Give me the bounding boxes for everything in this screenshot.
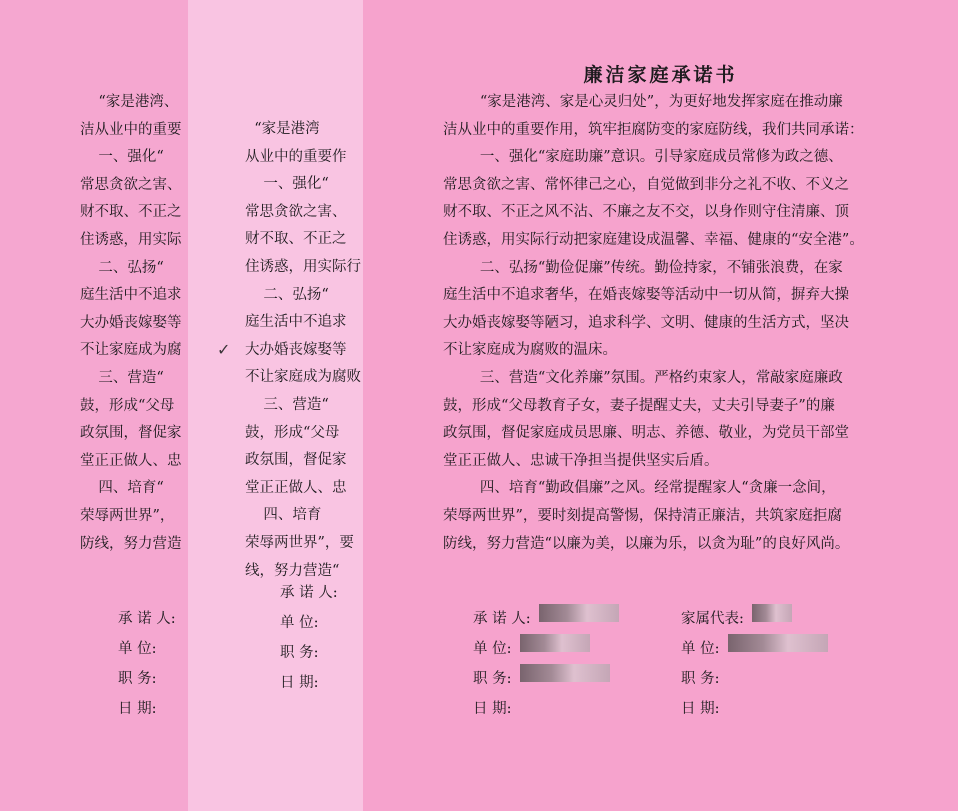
front-right-date-row xyxy=(681,694,828,724)
front-promisor-row xyxy=(473,604,619,634)
body-line: 政氛围，督促家 xyxy=(80,425,182,442)
body-line: 财不取、不正之 xyxy=(80,204,182,221)
body-line: 从业中的重要作 xyxy=(245,148,347,165)
front-right-position-row xyxy=(681,664,828,694)
body-line: 二、弘扬“ xyxy=(245,286,329,303)
body-line: 防线，努力营造 xyxy=(80,535,182,552)
front-date-row xyxy=(473,694,619,724)
body-line: 财不取、不正之风不沾、不廉之友不交，以身作则守住清廉、顶 xyxy=(443,204,849,221)
body-line: 财不取、不正之 xyxy=(245,231,347,248)
promisor-label: 承 诺 人: xyxy=(280,585,338,601)
body-line: 住诱惑，用实际行 xyxy=(245,259,361,275)
body-line: 鼓，形成“父母教育子女，妻子提醒丈夫，丈夫引导妻子”的廉 xyxy=(443,397,835,414)
body-line: 堂正正做人、忠诚干净担当提供坚实后盾。 xyxy=(443,452,719,469)
family-representative-label: 家属代表: xyxy=(681,611,744,627)
redacted-name xyxy=(539,604,619,622)
body-line: 荣辱两世界”， xyxy=(80,508,175,524)
body-line: 常思贪欲之害、 xyxy=(80,176,182,193)
position-label: 职 务: xyxy=(473,671,512,687)
redacted-unit xyxy=(520,634,590,652)
middle-sheet xyxy=(188,0,388,811)
body-line: 不让家庭成为腐 xyxy=(80,342,182,359)
middle-date-row xyxy=(280,668,338,698)
body-line: 大办婚丧嫁娶等 xyxy=(245,341,347,358)
body-line: 线，努力营造“ xyxy=(245,562,340,579)
back-sign-block xyxy=(118,604,176,724)
middle-unit-row xyxy=(280,608,338,638)
body-line: 三、营造“ xyxy=(245,397,329,413)
body-line: 常思贪欲之害、 xyxy=(245,203,347,220)
body-line: 荣辱两世界”，要 xyxy=(245,535,354,551)
front-position-row xyxy=(473,664,619,694)
unit-label: 单 位: xyxy=(681,641,720,657)
back-promisor-row xyxy=(118,604,176,634)
tick-mark: ✓ xyxy=(217,340,231,359)
body-line: 不让家庭成为腐败的温床。 xyxy=(443,342,617,359)
body-line: 洁从业中的重要作用，筑牢拒腐防变的家庭防线，我们共同承诺： xyxy=(443,121,864,138)
front-right-unit-row xyxy=(681,634,828,664)
unit-label: 单 位: xyxy=(118,641,157,657)
body-line: 庭生活中不追求 xyxy=(245,314,347,331)
body-line: 一、强化“ xyxy=(80,149,164,166)
body-line: 四、培育 xyxy=(245,507,322,524)
front-unit-row xyxy=(473,634,619,664)
body-line: 荣辱两世界”，要时刻提高警惕，保持清正廉洁，共筑家庭拒腐 xyxy=(443,508,842,524)
front-right-sign-block xyxy=(681,604,828,724)
redacted-position xyxy=(520,664,610,682)
body-line: “家是港湾 xyxy=(245,121,320,137)
date-label: 日 期: xyxy=(118,701,157,717)
back-date-row xyxy=(118,694,176,724)
body-line: 洁从业中的重要 xyxy=(80,121,182,138)
body-line: 三、营造“ xyxy=(80,370,164,386)
back-position-row xyxy=(118,664,176,694)
body-line: 四、培育“勤政倡廉”之风。经常提醒家人“贪廉一念间， xyxy=(443,480,836,497)
handwritten-date xyxy=(726,694,786,724)
middle-sign-block xyxy=(280,578,338,698)
body-line: 常思贪欲之害、常怀律己之心，自觉做到非分之礼不收、不义之 xyxy=(443,176,849,193)
date-label: 日 期: xyxy=(473,701,512,717)
position-label: 职 务: xyxy=(681,671,720,687)
front-family-row xyxy=(681,604,828,634)
unit-label: 单 位: xyxy=(473,641,512,657)
middle-position-row xyxy=(280,638,338,668)
handwritten-date xyxy=(518,694,578,724)
body-line: 鼓，形成“父母 xyxy=(80,397,175,414)
body-line: 防线，努力营造“以廉为美，以廉为乐，以贪为耻”的良好风尚。 xyxy=(443,535,850,552)
body-line: 大办婚丧嫁娶等 xyxy=(80,314,182,331)
body-line: “家是港湾、家是心灵归处”，为更好地发挥家庭在推动廉 xyxy=(443,94,843,110)
document-title: 廉洁家庭承诺书 xyxy=(583,64,738,86)
middle-promisor-row xyxy=(280,578,338,608)
promisor-label: 承 诺 人: xyxy=(473,611,531,627)
body-line: 二、弘扬“勤俭促廉”传统。勤俭持家，不铺张浪费，在家 xyxy=(443,259,843,276)
body-line: 政氛围，督促家 xyxy=(245,452,347,469)
unit-label: 单 位: xyxy=(280,615,319,631)
body-line: “家是港湾、 xyxy=(80,94,179,110)
body-line: 三、营造“文化养廉”氛围。严格约束家人，常敲家庭廉政 xyxy=(443,370,843,386)
body-line: 一、强化“家庭助廉”意识。引导家庭成员常修为政之德、 xyxy=(443,149,843,166)
body-line: 政氛围，督促家庭成员思廉、明志、养德、敬业，为党员干部堂 xyxy=(443,425,849,442)
body-line: 二、弘扬“ xyxy=(80,259,164,276)
body-line: 四、培育“ xyxy=(80,480,164,497)
position-label: 职 务: xyxy=(118,671,157,687)
body-line: 堂正正做人、忠 xyxy=(80,452,182,469)
date-label: 日 期: xyxy=(280,675,319,691)
body-line: 鼓，形成“父母 xyxy=(245,424,340,441)
body-line: 堂正正做人、忠 xyxy=(245,479,347,496)
body-line: 庭生活中不追求 xyxy=(80,287,182,304)
redacted-family-name xyxy=(752,604,792,622)
redacted-family-unit xyxy=(728,634,828,652)
body-line: 庭生活中不追求奢华，在婚丧嫁娶等活动中一切从简，摒弃大操 xyxy=(443,287,849,304)
body-line: 住诱惑，用实际 xyxy=(80,232,182,248)
back-unit-row xyxy=(118,634,176,664)
body-line: 大办婚丧嫁娶等陋习，追求科学、文明、健康的生活方式，坚决 xyxy=(443,314,849,331)
body-line: 一、强化“ xyxy=(245,176,329,193)
front-sheet xyxy=(363,0,958,811)
promisor-label: 承 诺 人: xyxy=(118,611,176,627)
body-line: 住诱惑，用实际行动把家庭建设成温馨、幸福、健康的“安全港”。 xyxy=(443,232,864,248)
body-line: 不让家庭成为腐败 xyxy=(245,369,361,386)
date-label: 日 期: xyxy=(681,701,720,717)
front-left-sign-block xyxy=(473,604,619,724)
position-label: 职 务: xyxy=(280,645,319,661)
